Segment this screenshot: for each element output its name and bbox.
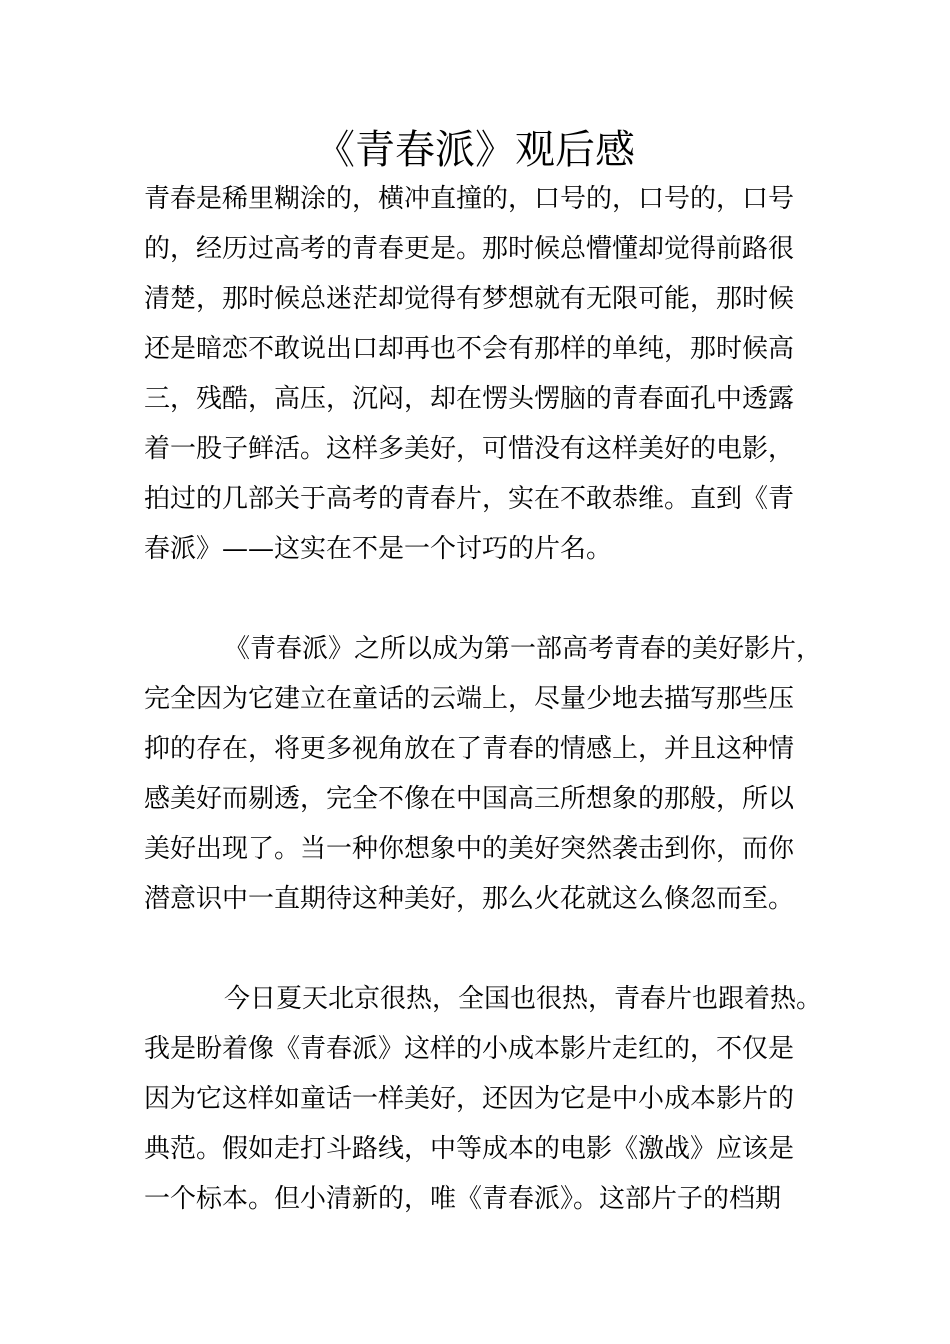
paragraph-1-line-6: 着一股子鲜活。这样多美好，可惜没有这样美好的电影，: [144, 434, 795, 464]
paragraph-1-line-3: 清楚，那时候总迷茫却觉得有梦想就有无限可能，那时候: [144, 284, 795, 314]
paragraph-1-line-7: 拍过的几部关于高考的青春片，实在不敢恭维。直到《青: [144, 484, 795, 514]
paragraph-1-line-2: 的，经历过高考的青春更是。那时候总懵懂却觉得前路很: [144, 234, 795, 264]
paragraph-1-line-4: 还是暗恋不敢说出口却再也不会有那样的单纯，那时候高: [144, 334, 795, 364]
paragraph-2-line-3: 抑的存在，将更多视角放在了青春的情感上，并且这种情: [144, 734, 795, 764]
paragraph-3-line-1: 今日夏天北京很热，全国也很热，青春片也跟着热。: [224, 984, 823, 1014]
paragraph-3-line-5: 一个标本。但小清新的，唯《青春派》。这部片子的档期: [144, 1184, 782, 1214]
document-title: 《青春派》观后感: [315, 127, 635, 173]
paragraph-3-line-3: 因为它这样如童话一样美好，还因为它是中小成本影片的: [144, 1084, 795, 1114]
paragraph-2-line-6: 潜意识中一直期待这种美好，那么火花就这么倏忽而至。: [144, 884, 795, 914]
paragraph-3-line-4: 典范。假如走打斗路线，中等成本的电影《激战》应该是: [144, 1134, 795, 1164]
paragraph-2-line-4: 感美好而剔透，完全不像在中国高三所想象的那般，所以: [144, 784, 795, 814]
paragraph-1-line-1: 青春是稀里糊涂的，横冲直撞的，口号的，口号的，口号: [144, 184, 795, 214]
paragraph-1-line-8: 春派》——这实在不是一个讨巧的片名。: [144, 534, 613, 564]
paragraph-2-line-5: 美好出现了。当一种你想象中的美好突然袭击到你，而你: [144, 834, 795, 864]
paragraph-2-line-2: 完全因为它建立在童话的云端上，尽量少地去描写那些压: [144, 684, 795, 714]
paragraph-1-line-5: 三，残酷，高压，沉闷，却在愣头愣脑的青春面孔中透露: [144, 384, 795, 414]
paragraph-3-line-2: 我是盼着像《青春派》这样的小成本影片走红的，不仅是: [144, 1034, 795, 1064]
paragraph-2-line-1: 《青春派》之所以成为第一部高考青春的美好影片，: [224, 634, 823, 664]
